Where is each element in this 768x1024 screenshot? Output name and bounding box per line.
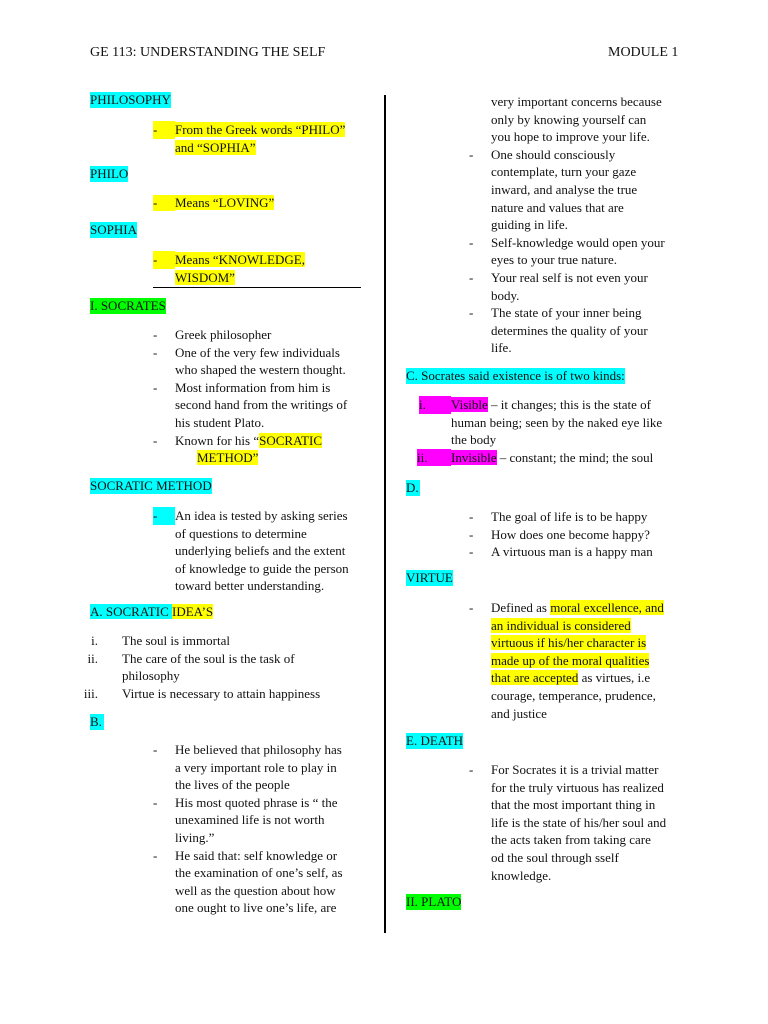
philosophy-heading: PHILOSOPHY: [90, 92, 171, 107]
list-item: - Greek philosopher: [153, 327, 272, 342]
socrates-heading: I. SOCRATES: [90, 298, 166, 313]
socrates-facts: [153, 326, 347, 467]
list-item: - His most quoted phrase is “ the unexamined life is not worth living.”: [153, 794, 338, 845]
list-item: - One of the very few individuals who shaped the western thought.: [153, 344, 346, 378]
list-item: - Your real self is not even your body.: [469, 269, 648, 303]
plato-heading: II. PLATO: [406, 894, 462, 909]
list-item: - One should consciously contemplate, turn your gaze inward, and analyse the true nature and values that are guiding in life.: [469, 146, 638, 233]
d-bullets: [469, 508, 653, 561]
socratic-method-heading: SOCRATIC METHOD: [90, 478, 212, 493]
existence-list: [405, 396, 685, 466]
list-item: - A virtuous man is a happy man: [469, 544, 653, 560]
b-bullets: [153, 741, 343, 917]
b-heading: B.: [90, 714, 104, 730]
sophia-definition: - Means “KNOWLEDGE, WISDOM”: [153, 252, 305, 285]
column-divider: [384, 95, 386, 933]
virtue-definition: - Defined as moral excellence, and an individual is considered virtuous if his/her character is made up of the moral qualities that are accepted as virtues, i.e courage, temperance, prudence, and justice: [469, 600, 664, 721]
death-definition: - For Socrates it is a trivial matter for the truly virtuous has realized that the most important thing in life is the state of his/her soul and the acts taken from taking care od the soul through sself knowledge.: [469, 762, 667, 883]
b-bullets-continued: very important concerns because only by knowing yourself can you hope to improve your life. - One should consciously contemplate, turn your gaze inward, and analyse the true nature and values that are guiding in life. - Self-knowledge would open your eyes to your true nature. - Your real self is not even your body. - The state of your inner being determines the quality of your life.: [469, 94, 665, 356]
header-title: GE 113: UNDERSTANDING THE SELF: [90, 45, 326, 60]
existence-heading: C. Socrates said existence is of two kinds:: [406, 368, 625, 383]
list-item: - Most information from him is second hand from the writings of his student Plato.: [153, 379, 348, 430]
list-item: iii. Virtue is necessary to attain happiness: [83, 685, 321, 701]
philo-definition: - Means “LOVING”: [153, 195, 275, 210]
section-rule: [153, 287, 361, 288]
list-item: i. The soul is immortal: [91, 633, 230, 648]
list-item: - Self-knowledge would open your eyes to your true nature.: [469, 234, 665, 268]
list-item: - Known for his “SOCRATIC METHOD”: [153, 432, 322, 466]
sophia-heading: SOPHIA: [90, 222, 137, 237]
list-item: ii. Invisible – constant; the mind; the soul: [417, 449, 654, 465]
socratic-ideas-heading: A. SOCRATIC IDEA’S: [90, 604, 214, 619]
list-item: - How does one become happy?: [469, 526, 650, 542]
socratic-method-definition: - An idea is tested by asking series of questions to determine underlying beliefs and the extent of knowledge to guide the person toward better understanding.: [153, 508, 349, 594]
philosophy-definition: - From the Greek words “PHILO” and “SOPHIA”: [153, 122, 346, 155]
list-item: ii. The care of the soul is the task of philosophy: [87, 650, 295, 684]
list-item: - The state of your inner being determines the quality of your life.: [469, 305, 648, 356]
list-item: - The goal of life is to be happy: [469, 509, 648, 524]
list-item: - He said that: self knowledge or the examination of one’s self, as well as the question about how one ought to live one’s life, are: [153, 847, 343, 916]
death-heading: E. DEATH: [406, 733, 464, 748]
d-heading: D.: [406, 480, 419, 495]
philo-heading: PHILO: [90, 166, 129, 181]
header-module: MODULE 1: [608, 45, 679, 60]
list-item: i. Visible – it changes; this is the state of human being; seen by the naked eye like the body: [419, 397, 663, 448]
list-item: - He believed that philosophy has a very important role to play in the lives of the people: [153, 742, 342, 793]
socratic-ideas-list: [80, 632, 370, 702]
virtue-heading: VIRTUE: [406, 570, 453, 585]
